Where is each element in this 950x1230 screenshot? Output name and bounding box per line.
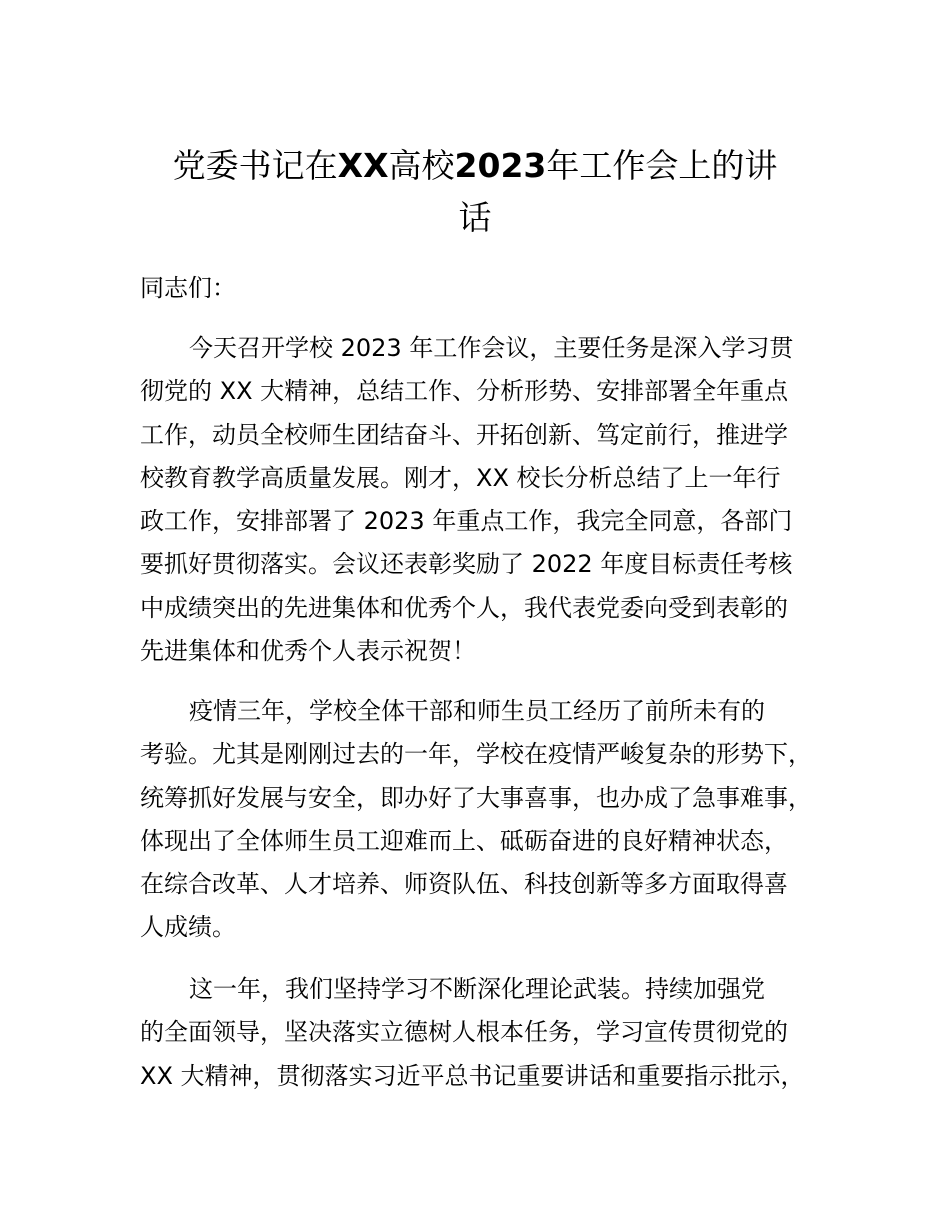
paragraph-line: 彻党的 XX 大精神，总结工作、分析形势、安排部署全年重点 xyxy=(140,377,789,406)
paragraph-line: 工作，动员全校师生团结奋斗、开拓创新、笃定前行，推进学 xyxy=(140,420,788,449)
paragraph-line: 要抓好贯彻落实。会议还表彰奖励了 2022 年度目标责任考核 xyxy=(140,550,793,579)
paragraph-line: 这一年，我们坚持学习不断深化理论武装。持续加强党 xyxy=(189,975,765,1003)
paragraph-2 xyxy=(140,690,830,950)
paragraph-line: 校教育教学高质量发展。刚才，XX 校长分析总结了上一年行 xyxy=(140,463,781,492)
title-text: 高校 xyxy=(388,146,455,185)
salutation: 同志们： xyxy=(140,274,236,302)
paragraph-line: 统筹抓好发展与安全，即办好了大事喜事，也办成了急事难事， xyxy=(140,783,812,812)
paragraph-line: 的全面领导，坚决落实立德树人根本任务，学习宣传贯彻党的 xyxy=(140,1018,788,1047)
paragraph-1 xyxy=(140,327,830,673)
title-line-2: 话 xyxy=(458,198,492,237)
title-line-1 xyxy=(140,140,810,192)
paragraph-line: 在综合改革、人才培养、师资队伍、科技创新等多方面取得喜 xyxy=(140,870,788,899)
paragraph-line: 体现出了全体师生员工迎难而上、砥砺奋进的良好精神状态， xyxy=(140,826,788,855)
paragraph-line: 今天召开学校 2023 年工作会议，主要任务是深入学习贯 xyxy=(189,334,794,362)
paragraph-line: XX 大精神，贯彻落实习近平总书记重要讲话和重要指示批示， xyxy=(140,1061,805,1090)
paragraph-line: 先进集体和优秀个人表示祝贺！ xyxy=(140,637,476,666)
title-text: 年工作会上的讲 xyxy=(546,146,778,185)
paragraph-3 xyxy=(140,968,830,1098)
title-text: 2023 xyxy=(454,146,547,185)
title-text: XX xyxy=(337,146,389,185)
document-title xyxy=(140,140,810,244)
paragraph-line: 人成绩。 xyxy=(140,913,236,942)
title-text: 党委书记在 xyxy=(172,146,338,185)
paragraph-line: 疫情三年，学校全体干部和师生员工经历了前所未有的 xyxy=(189,697,765,725)
paragraph-line: 中成绩突出的先进集体和优秀个人，我代表党委向受到表彰的 xyxy=(140,593,788,622)
paragraph-line: 考验。尤其是刚刚过去的一年，学校在疫情严峻复杂的形势下， xyxy=(140,740,812,769)
paragraph-line: 政工作，安排部署了 2023 年重点工作，我完全同意，各部门 xyxy=(140,507,793,536)
